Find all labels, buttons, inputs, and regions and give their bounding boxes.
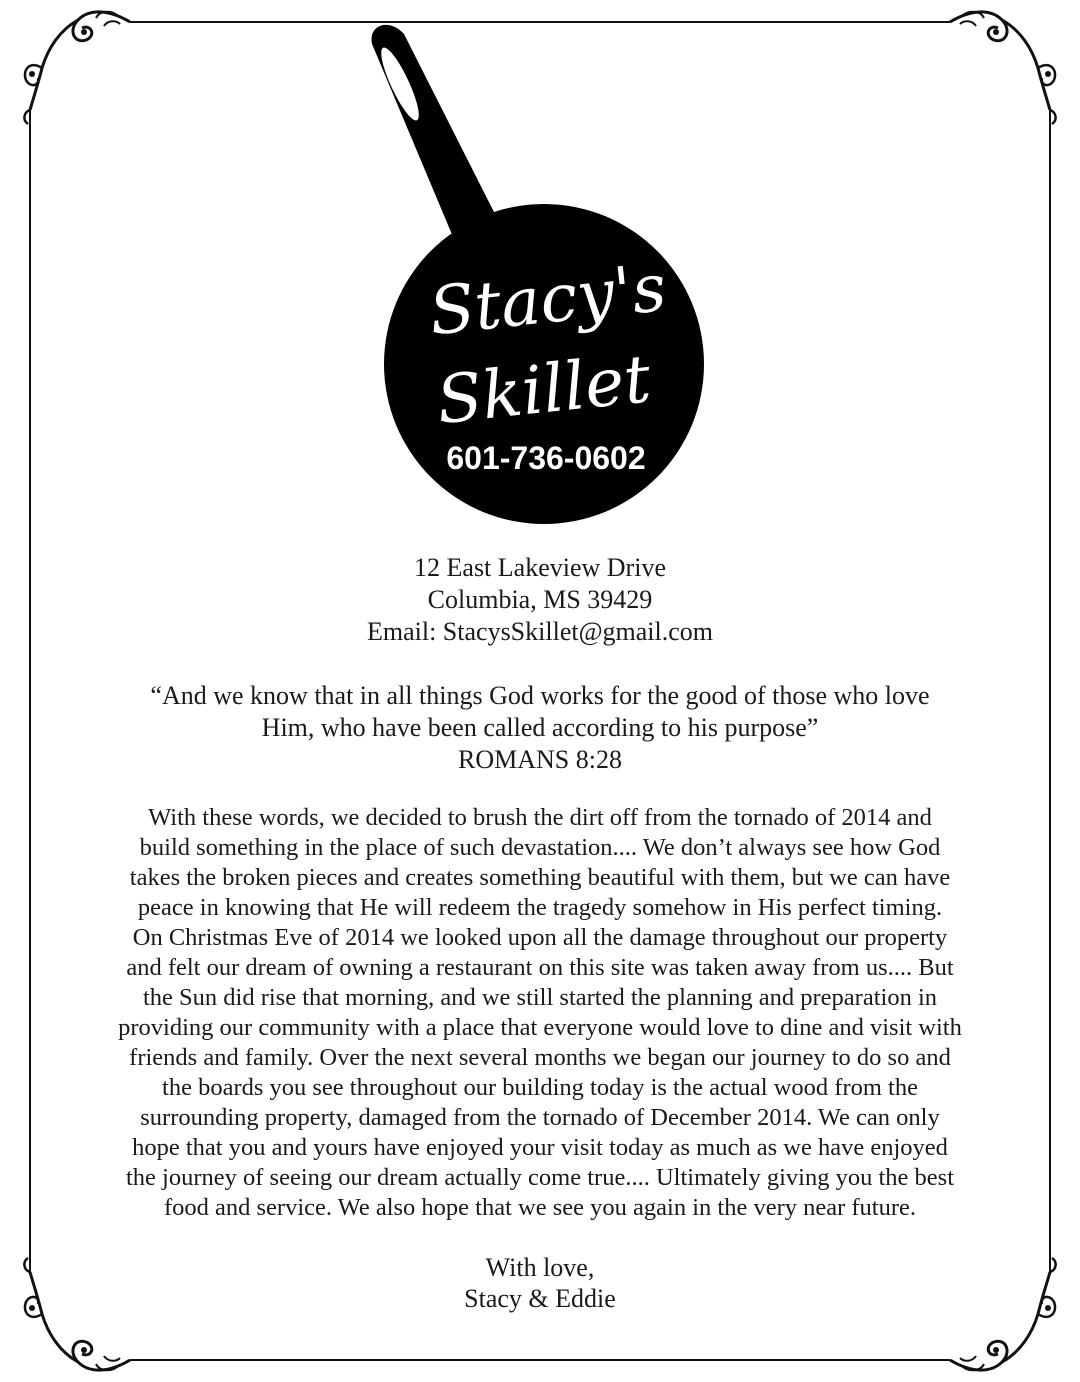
corner-ornament-top-left [24,12,130,124]
logo-name-line1: Stacy's [425,248,670,351]
address-email: Email: StacysSkillet@gmail.com [366,617,713,646]
story-line: On Christmas Eve of 2014 we looked upon all the damage throughout our property [132,924,948,951]
story-line: food and service. We also hope that we see you again in the very near future. [163,1194,917,1221]
address-street: 12 East Lakeview Drive [414,553,666,582]
signoff-names: Stacy & Eddie [464,1284,616,1313]
story-line: peace in knowing that He will redeem the tragedy somehow in His perfect timing. [137,894,943,921]
story-line: providing our community with a place that everyone would love to dine and visit with [118,1014,962,1041]
story-line: and felt our dream of owning a restaurant on this site was taken away from us.... But [126,954,954,981]
logo-phone: 601-736-0602 [446,440,646,476]
story-line: takes the broken pieces and creates something beautiful with them, but we can have [129,864,951,891]
story-line: With these words, we decided to brush the dirt off from the tornado of 2014 and [148,804,932,831]
signoff-greeting: With love, [485,1253,595,1282]
signoff [0,1252,1080,1314]
address-block [0,552,1080,648]
story-line: surrounding property, damaged from the tornado of December 2014. We can only [140,1104,940,1131]
quote-line: “And we know that in all things God works for the good of those who love [150,681,930,710]
logo-name-line2: Skillet [433,340,655,440]
address-city: Columbia, MS 39429 [427,585,653,614]
quote-citation: ROMANS 8:28 [458,745,622,774]
skillet-logo [360,22,720,542]
story-line: build something in the place of such devastation.... We don’t always see how God [139,834,941,861]
story-line: friends and family. Over the next several months we began our journey to do so and [129,1044,951,1071]
story-paragraph [60,803,1020,1223]
skillet-handle [372,25,498,244]
story-line: the Sun did rise that morning, and we still started the planning and preparation in [142,984,938,1011]
story-line: the journey of seeing our dream actually come true.... Ultimately giving you the best [126,1164,954,1191]
quote-line: Him, who have been called according to his purpose” [261,713,819,742]
scripture-quote [0,680,1080,776]
corner-ornament-top-right [950,12,1056,124]
story-line: the boards you see throughout our building today is the actual wood from the [162,1074,918,1101]
story-line: hope that you and yours have enjoyed your visit today as much as we have enjoyed [132,1134,948,1161]
